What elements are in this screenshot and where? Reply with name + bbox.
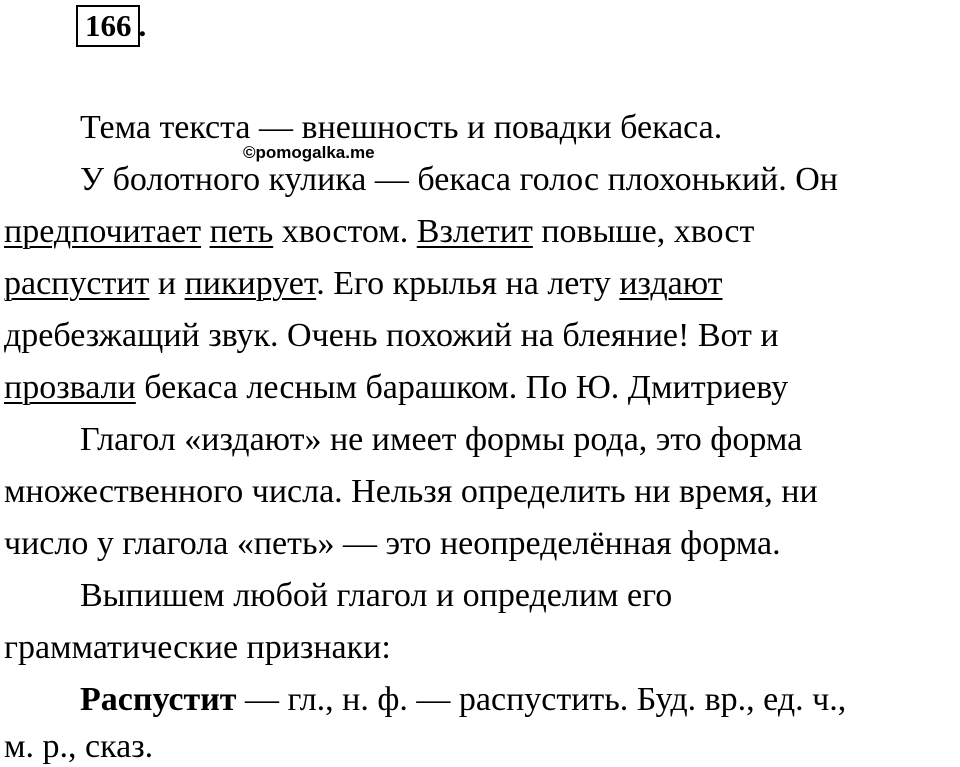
parse-line-1: Распустит — гл., н. ф. — распустить. Буд. вр., ед. ч., — [80, 681, 847, 718]
task-line-1: Выпишем любой глагол и определим его — [80, 577, 673, 614]
text-line-4: дребезжащий звук. Очень похожий на блеяние! Вот и — [4, 317, 779, 354]
verb-pet: петь — [209, 213, 274, 250]
task-line-2: грамматические признаки: — [4, 629, 391, 666]
parsed-verb: Распустит — [80, 681, 237, 718]
watermark: ©pomogalka.me — [243, 143, 375, 162]
exercise-number-dot: . — [138, 8, 147, 43]
text-line-1: У болотного кулика — бекаса голос плохонький. Он — [80, 161, 838, 198]
parse-line-2: м. р., сказ. — [4, 728, 154, 765]
analysis-line-2: множественного числа. Нельзя определить ни время, ни — [4, 473, 818, 510]
topic-line: Тема текста — внешность и повадки бекаса. — [80, 109, 723, 146]
exercise-number: 166 — [76, 5, 140, 47]
verb-izdayut: издают — [619, 265, 723, 302]
verb-prozvali: прозвали — [4, 369, 136, 406]
analysis-line-1: Глагол «издают» не имеет формы рода, это форма — [80, 421, 803, 458]
text-line-3: распустит и пикирует. Его крылья на лету издают — [4, 265, 723, 302]
text-line-5: прозвали бекаса лесным барашком. По Ю. Дмитриеву — [4, 369, 789, 406]
verb-vzletit: Взлетит — [416, 213, 533, 250]
text-line-2: предпочитает петь хвостом. Взлетит повыше, хвост — [4, 213, 755, 250]
verb-pikiruet: пикирует — [184, 265, 317, 302]
exercise-number-badge — [76, 5, 146, 47]
analysis-line-3: число у глагола «петь» — это неопределённая форма. — [4, 525, 781, 562]
verb-predpochitaet: предпочитает — [4, 213, 202, 250]
verb-raspustit: распустит — [4, 265, 150, 302]
